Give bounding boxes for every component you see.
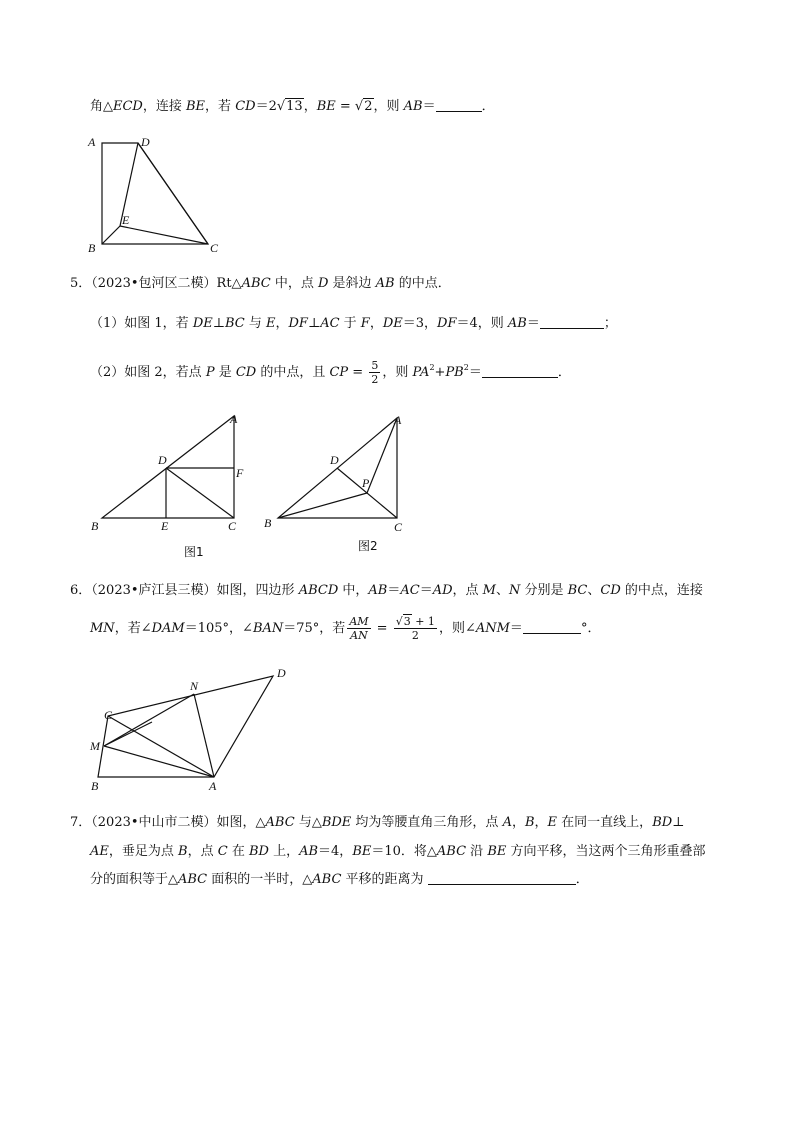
label-p: P <box>362 476 370 490</box>
segment-pa <box>367 418 397 493</box>
label-a: A <box>209 779 217 793</box>
label-d: D <box>158 453 167 467</box>
label-m: M <box>90 739 100 753</box>
segment-na <box>194 694 214 777</box>
label-n: N <box>190 679 199 693</box>
label-a: A <box>88 135 96 149</box>
fraction-am-an: $\frac{AM}{AN}$ <box>349 615 369 642</box>
answer-blank[interactable] <box>523 619 581 634</box>
quadrilateral-abcd <box>98 676 273 777</box>
segment-dc <box>138 143 208 244</box>
segment-ec <box>120 226 208 244</box>
label-f: F <box>236 466 244 480</box>
sqrt-13: √13 <box>276 99 303 114</box>
problem7-stem-line3: 分的面积等于△ABC 面积的一半时，△ABC 平移的距离为 ． <box>90 872 589 887</box>
problem6-figure <box>88 664 308 794</box>
label-d: D <box>330 453 339 467</box>
answer-blank[interactable] <box>436 97 482 112</box>
label-e: E <box>122 213 130 227</box>
label-d: D <box>141 135 150 149</box>
answer-blank[interactable] <box>540 314 604 329</box>
segment-mn <box>104 694 194 746</box>
segment-pb <box>278 493 367 518</box>
label-d: D <box>277 666 286 680</box>
segment-ca <box>108 716 214 777</box>
figure1-caption: 图1 <box>184 545 204 559</box>
label-c: C <box>228 519 237 533</box>
problem5-figure2 <box>262 406 432 556</box>
label-c: C <box>394 520 403 534</box>
segment-be <box>102 226 120 244</box>
answer-blank[interactable] <box>482 363 558 378</box>
fraction-sqrt3-plus1-over-2: $\frac{√3 + 1}{2}$ <box>395 615 435 642</box>
problem5-stem: 5．（2023•包河区二模）Rt△ABC 中，点 D 是斜边 AB 的中点． <box>70 276 451 291</box>
label-a: A <box>394 413 402 427</box>
problem6-stem-line1: 6．（2023•庐江县三模）如图，四边形 ABCD 中，AB＝AC＝AD，点 M、N 分别是 BC、CD 的中点，连接 <box>70 583 703 598</box>
label-b: B <box>91 519 99 533</box>
figure2-caption: 图2 <box>358 539 378 553</box>
problem4-figure <box>86 132 226 262</box>
label-c: C <box>210 241 219 255</box>
label-b: B <box>88 241 96 255</box>
problem5-figure1 <box>88 408 258 558</box>
problem6-stem-line2: MN，若∠DAM＝105°，∠BAN＝75°，若 $\frac{AM}{AN}$ = $\frac{√3 + 1}{2}$ ，则∠ANM＝ °． <box>90 615 601 642</box>
segment-ma <box>104 746 214 777</box>
segment-mn-extra <box>104 722 152 746</box>
label-b: B <box>264 516 272 530</box>
problem5-part2: （2）如图 2，若点 P 是 CD 的中点，且 CP = $\frac{5}{2}$ ，则 $PA^2+PB^2=$ ． <box>90 359 571 386</box>
fraction-5-2: $\frac{5}{2}$ <box>371 359 379 386</box>
segment-dc <box>166 468 234 518</box>
answer-blank[interactable] <box>428 870 576 885</box>
problem7-stem-line1: 7．（2023•中山市二模）如图，△ABC 与△BDE 均为等腰直角三角形，点 A，B，E 在同一直线上，BD⊥ <box>70 815 685 830</box>
label-e: E <box>161 519 169 533</box>
problem5-part1: （1）如图 1，若 DE⊥BC 与 E，DF⊥AC 于 F，DE＝3，DF＝4，则 AB＝ ； <box>90 316 617 331</box>
sqrt-2: √2 <box>354 99 373 114</box>
problem7-stem-line2: AE，垂足为点 B，点 C 在 BD 上，AB＝4，BE＝10．将△ABC 沿 BE 方向平移，当这两个三角形重叠部 <box>90 844 706 859</box>
label-c: C <box>104 708 113 722</box>
problem4-tail-text: 角△ECD，连接 BE，若 CD＝2√13，BE = √2，则 AB＝ ． <box>90 97 495 117</box>
label-b: B <box>91 779 99 793</box>
label-a: A <box>230 412 238 426</box>
